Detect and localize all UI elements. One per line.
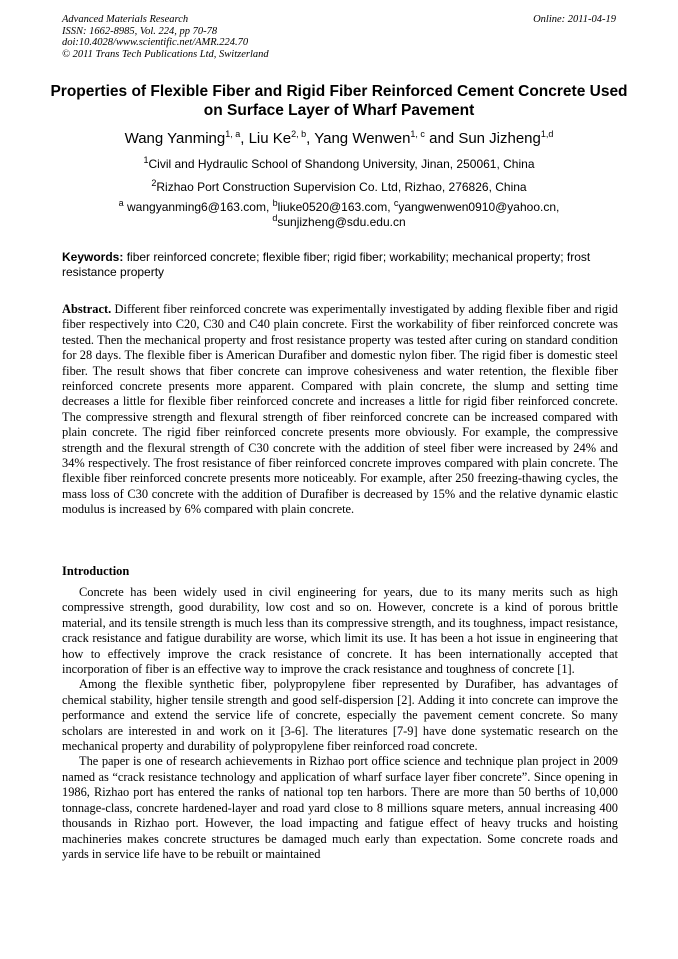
author-affiliation-mark: 1, a xyxy=(225,129,241,139)
paragraph: Concrete has been widely used in civil engineering for years, due to its many merits such as high compressive strength, good durability, low cost and so on. However, concrete is a kind of porous brittle material, and its tensile strength is much less than its compressive strength, and its toughness, impact resistance, crack resistance and fatigue durability are worse, which limit its use. It has been a hot issue in engineering that how to effectively improve the crack resistance of concrete. It has been internationally accepted that incorporation of fiber is an effective way to improve the crack resistance and toughness of concrete [1]. xyxy=(62,585,618,677)
email-mark: a xyxy=(118,198,124,208)
journal-header xyxy=(62,14,616,60)
author-name: Liu Ke xyxy=(248,130,292,147)
introduction-body xyxy=(62,585,618,862)
author-name: Sun Jizheng xyxy=(458,130,541,147)
online-date: Online: 2011-04-19 xyxy=(533,14,616,25)
affiliation-mark: 2 xyxy=(151,178,157,188)
author-separator: and xyxy=(424,130,459,147)
email-mark: d xyxy=(272,213,278,223)
paragraph: The paper is one of research achievements in Rizhao port office science and technique plan project in 2009 named as “crack resistance technology and application of wharf surface layer fiber concrete”. Since opening in 1986, Rizhao port has entered the ranks of national top ten harbors. There are more than 50 berths of 10,000 tonnage-class, concrete hardened-layer and road yard close to 8 millions square meters, annual increasing 400 thousands in Rizhao port. However, the load impacting and fatigue effect of heavy trucks and hoisting machineries makes concrete structures be damaged much early than expectation. Some concrete roads and yards in service life have to be rebuilt or maintained xyxy=(62,754,618,861)
email-mark: c xyxy=(393,198,399,208)
abstract-text: Different fiber reinforced concrete was experimentally investigated by adding flexible fiber and rigid fiber respectively into C20, C30 and C40 plain concrete. First the workability of fiber reinforced concrete was tested. Then the mechanical property and frost resistance property was tested after curing on standard condition for 28 days. The flexible fiber is American Durafiber and domestic nylon fiber. The rigid fiber is domestic steel fiber. The result shows that fiber concrete can improve cohesiveness and water retention, the flexible fiber reinforced concrete presents more apparent. Compared with plain concrete, the slump and setting time decreases a little for flexible fiber reinforced concrete and increases a little for rigid fiber reinforced concrete. The compressive strength and flexural strength of fiber reinforced concrete can be increased compared with plain concrete. The rigid fiber reinforced concrete presents more obviously. For example, the compressive strength and the flexural strength of C30 concrete with the addition of steel fiber were increased by 24% and 34% respectively. The frost resistance of fiber reinforced concrete improves compared with plain concrete. The flexible fiber reinforced concrete presents more noticeably. For example, after 250 freezing-thawing cycles, the mass loss of C30 concrete with the addition of Durafiber is decreased by 15% and the relative dynamic elastic modulus is increased by 6% compared with plain concrete. xyxy=(62,302,618,517)
abstract-section xyxy=(62,302,618,518)
author-affiliation-mark: 1,d xyxy=(540,129,554,139)
keywords-text: fiber reinforced concrete; flexible fiber; rigid fiber; workability; mechanical property; frost resistance property xyxy=(62,250,591,279)
keywords-label: Keywords: xyxy=(62,250,124,264)
author-list xyxy=(40,130,638,148)
email-address: wangyanming6@163.com, xyxy=(127,200,273,214)
author-emails xyxy=(60,200,618,230)
email-address: sunjizheng@sdu.edu.cn xyxy=(277,215,406,229)
paper-title: Properties of Flexible Fiber and Rigid Fiber Reinforced Cement Concrete Used on Surface Layer of Wharf Pavement xyxy=(50,83,628,119)
email-mark: b xyxy=(272,198,278,208)
introduction-heading: Introduction xyxy=(62,564,130,578)
email-address: yangwenwen0910@yahoo.cn, xyxy=(398,200,560,214)
copyright-line: © 2011 Trans Tech Publications Ltd, Switzerland xyxy=(62,48,269,60)
paragraph: Among the flexible synthetic fiber, polypropylene fiber represented by Durafiber, has advantages of chemical stability, higher tensile strength and good self-dispersion [2]. Adding it into concrete can improve the performance and extend the service life of concrete, especially the pavement cement concrete. So many scholars are interested in and work on it [3-6]. The literatures [7-9] have done systematic research on the mechanical property and durability of polypropylene fiber reinforced road concrete. xyxy=(62,677,618,754)
affiliation-1 xyxy=(40,157,638,171)
affiliation-text: Rizhao Port Construction Supervision Co. Ltd, Rizhao, 276826, China xyxy=(156,180,527,194)
abstract-label: Abstract. xyxy=(62,302,112,316)
affiliation-mark: 1 xyxy=(143,155,149,165)
keywords-section xyxy=(62,250,618,280)
author-separator: , xyxy=(240,130,249,147)
affiliation-text: Civil and Hydraulic School of Shandong University, Jinan, 250061, China xyxy=(148,157,535,171)
email-address: liuke0520@163.com, xyxy=(277,200,394,214)
author-name: Yang Wenwen xyxy=(314,130,411,147)
issn-line: ISSN: 1662-8985, Vol. 224, pp 70-78 xyxy=(62,25,218,37)
affiliation-2 xyxy=(40,180,638,194)
doi-line: doi:10.4028/www.scientific.net/AMR.224.70 xyxy=(62,37,249,48)
author-separator: , xyxy=(306,130,315,147)
author-name: Wang Yanming xyxy=(124,130,226,147)
author-affiliation-mark: 1, c xyxy=(410,129,425,139)
journal-name: Advanced Materials Research xyxy=(62,14,189,25)
author-affiliation-mark: 2, b xyxy=(291,129,307,139)
